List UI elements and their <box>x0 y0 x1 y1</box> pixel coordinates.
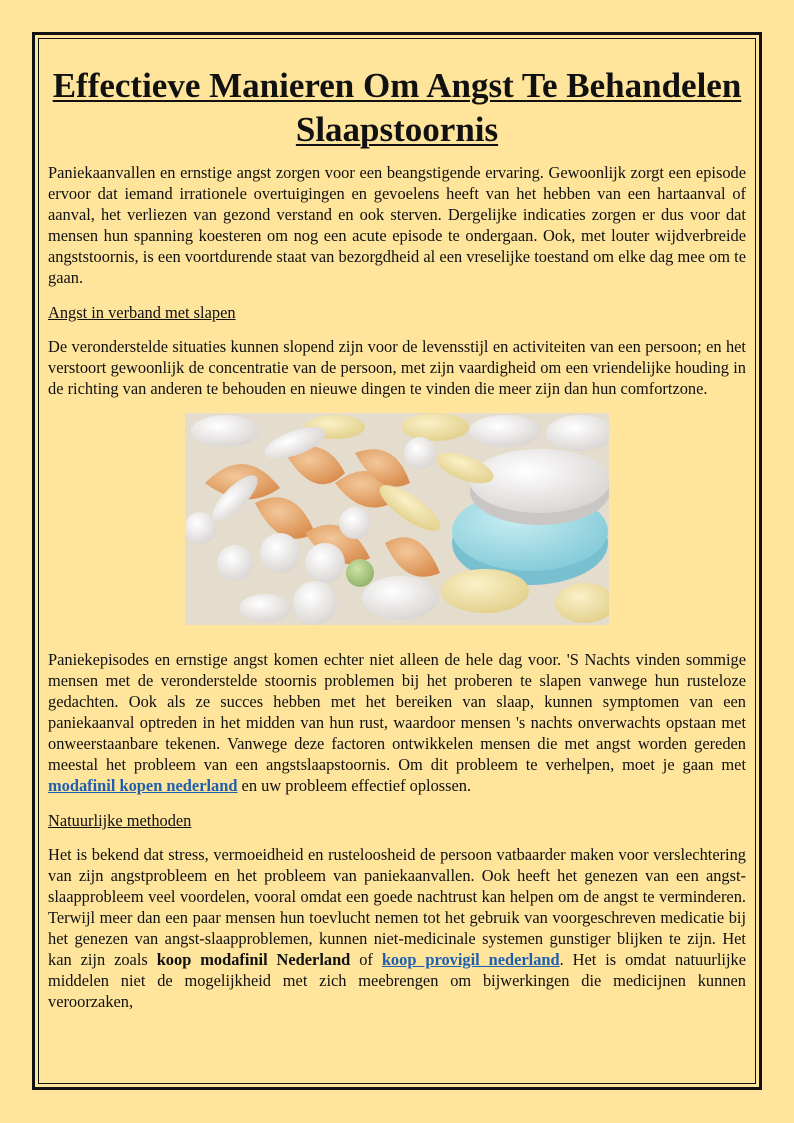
paragraph-intro: Paniekaanvallen en ernstige angst zorgen voor een beangstigende ervaring. Gewoonlijk zorgt een episode ervoor dat iemand irrationele overtuigingen en gevoelens heeft van het hebben van een hartaanval of aanval, het verliezen van gezond verstand en ook sterven. Dergelijke indicaties zorgen er dus voor dat mensen hun spanning koesteren om nog een acute episode te ondergaan. Ook, met louter wijdverbreide angststoornis, is een voortdurende staat van bezorgdheid al een vreselijke toestand om elke dag mee om te gaan. <box>48 163 746 287</box>
koop-provigil-link[interactable]: koop provigil nederland <box>381 950 560 969</box>
pills-photo <box>185 413 609 625</box>
paragraph-natural-mid: of <box>350 950 382 969</box>
paragraph-panic-episodes-tail: en uw probleem effectief oplossen. <box>237 776 472 795</box>
paragraph-natural-tail: . Het is omdat natuurlijke middelen niet de mogelijkheid met zich meebrengen om bijwerkingen die medicijnen kunnen veroorzaken, <box>48 950 746 1011</box>
article <box>48 58 746 1078</box>
bold-koop-modafinil: koop modafinil Nederland <box>156 950 351 969</box>
paragraph-natural-text: Het is bekend dat stress, vermoeidheid en rusteloosheid de persoon vatbaarder maken voor verslechtering van zijn angstprobleem en het probleem van paniekaanvallen. Ook heeft het genezen van een angst-slaapprobleem veel voordelen, vooral omdat een goede nachtrust kan helpen om de angst te verminderen. Terwijl meer dan een paar mensen hun toevlucht nemen tot het gebruik van voorgeschreven medicatie bij het genezen van angst-slaapproblemen, kunnen niet-medicinale systemen gunstiger blijken te zijn. Het kan zijn zoals <box>48 845 746 969</box>
subheading-sleep-anxiety: Angst in verband met slapen <box>48 303 236 322</box>
paragraph-situations: De veronderstelde situaties kunnen slopend zijn voor de levensstijl en activiteiten van een persoon; en het verstoort gewoonlijk de concentratie van de persoon, met zijn vaardigheid om een vriendelijke houding in de richting van anderen te behouden en nieuwe dingen te vinden die meer zijn dan hun comfortzone. <box>48 337 746 398</box>
paragraph-panic-episodes-text: Paniekepisodes en ernstige angst komen echter niet alleen de hele dag voor. 'S Nachts vinden sommige mensen met de veronderstelde stoornis problemen bij het proberen te slapen vanwege hun rusteloze gedachten. Ook als ze succes hebben met het bereiken van slaap, kunnen symptomen van een paniekaanval optreden in het midden van hun rust, waardoor mensen 's nachts onverwachts opstaan met onweerstaanbare tekenen. Vanwege deze factoren ontwikkelen mensen die met angst worden gereden meestal het probleem van een angstslaapstoornis. Om dit probleem te verhelpen, moet je gaan met <box>48 650 746 774</box>
modafinil-kopen-link[interactable]: modafinil kopen nederland <box>48 776 238 795</box>
paragraph-panic-episodes <box>48 649 746 796</box>
page-title: Effectieve Manieren Om Angst Te Behandelen Slaapstoornis <box>52 66 742 149</box>
subheading-natural-methods: Natuurlijke methoden <box>48 811 192 830</box>
paragraph-natural <box>48 844 746 1012</box>
